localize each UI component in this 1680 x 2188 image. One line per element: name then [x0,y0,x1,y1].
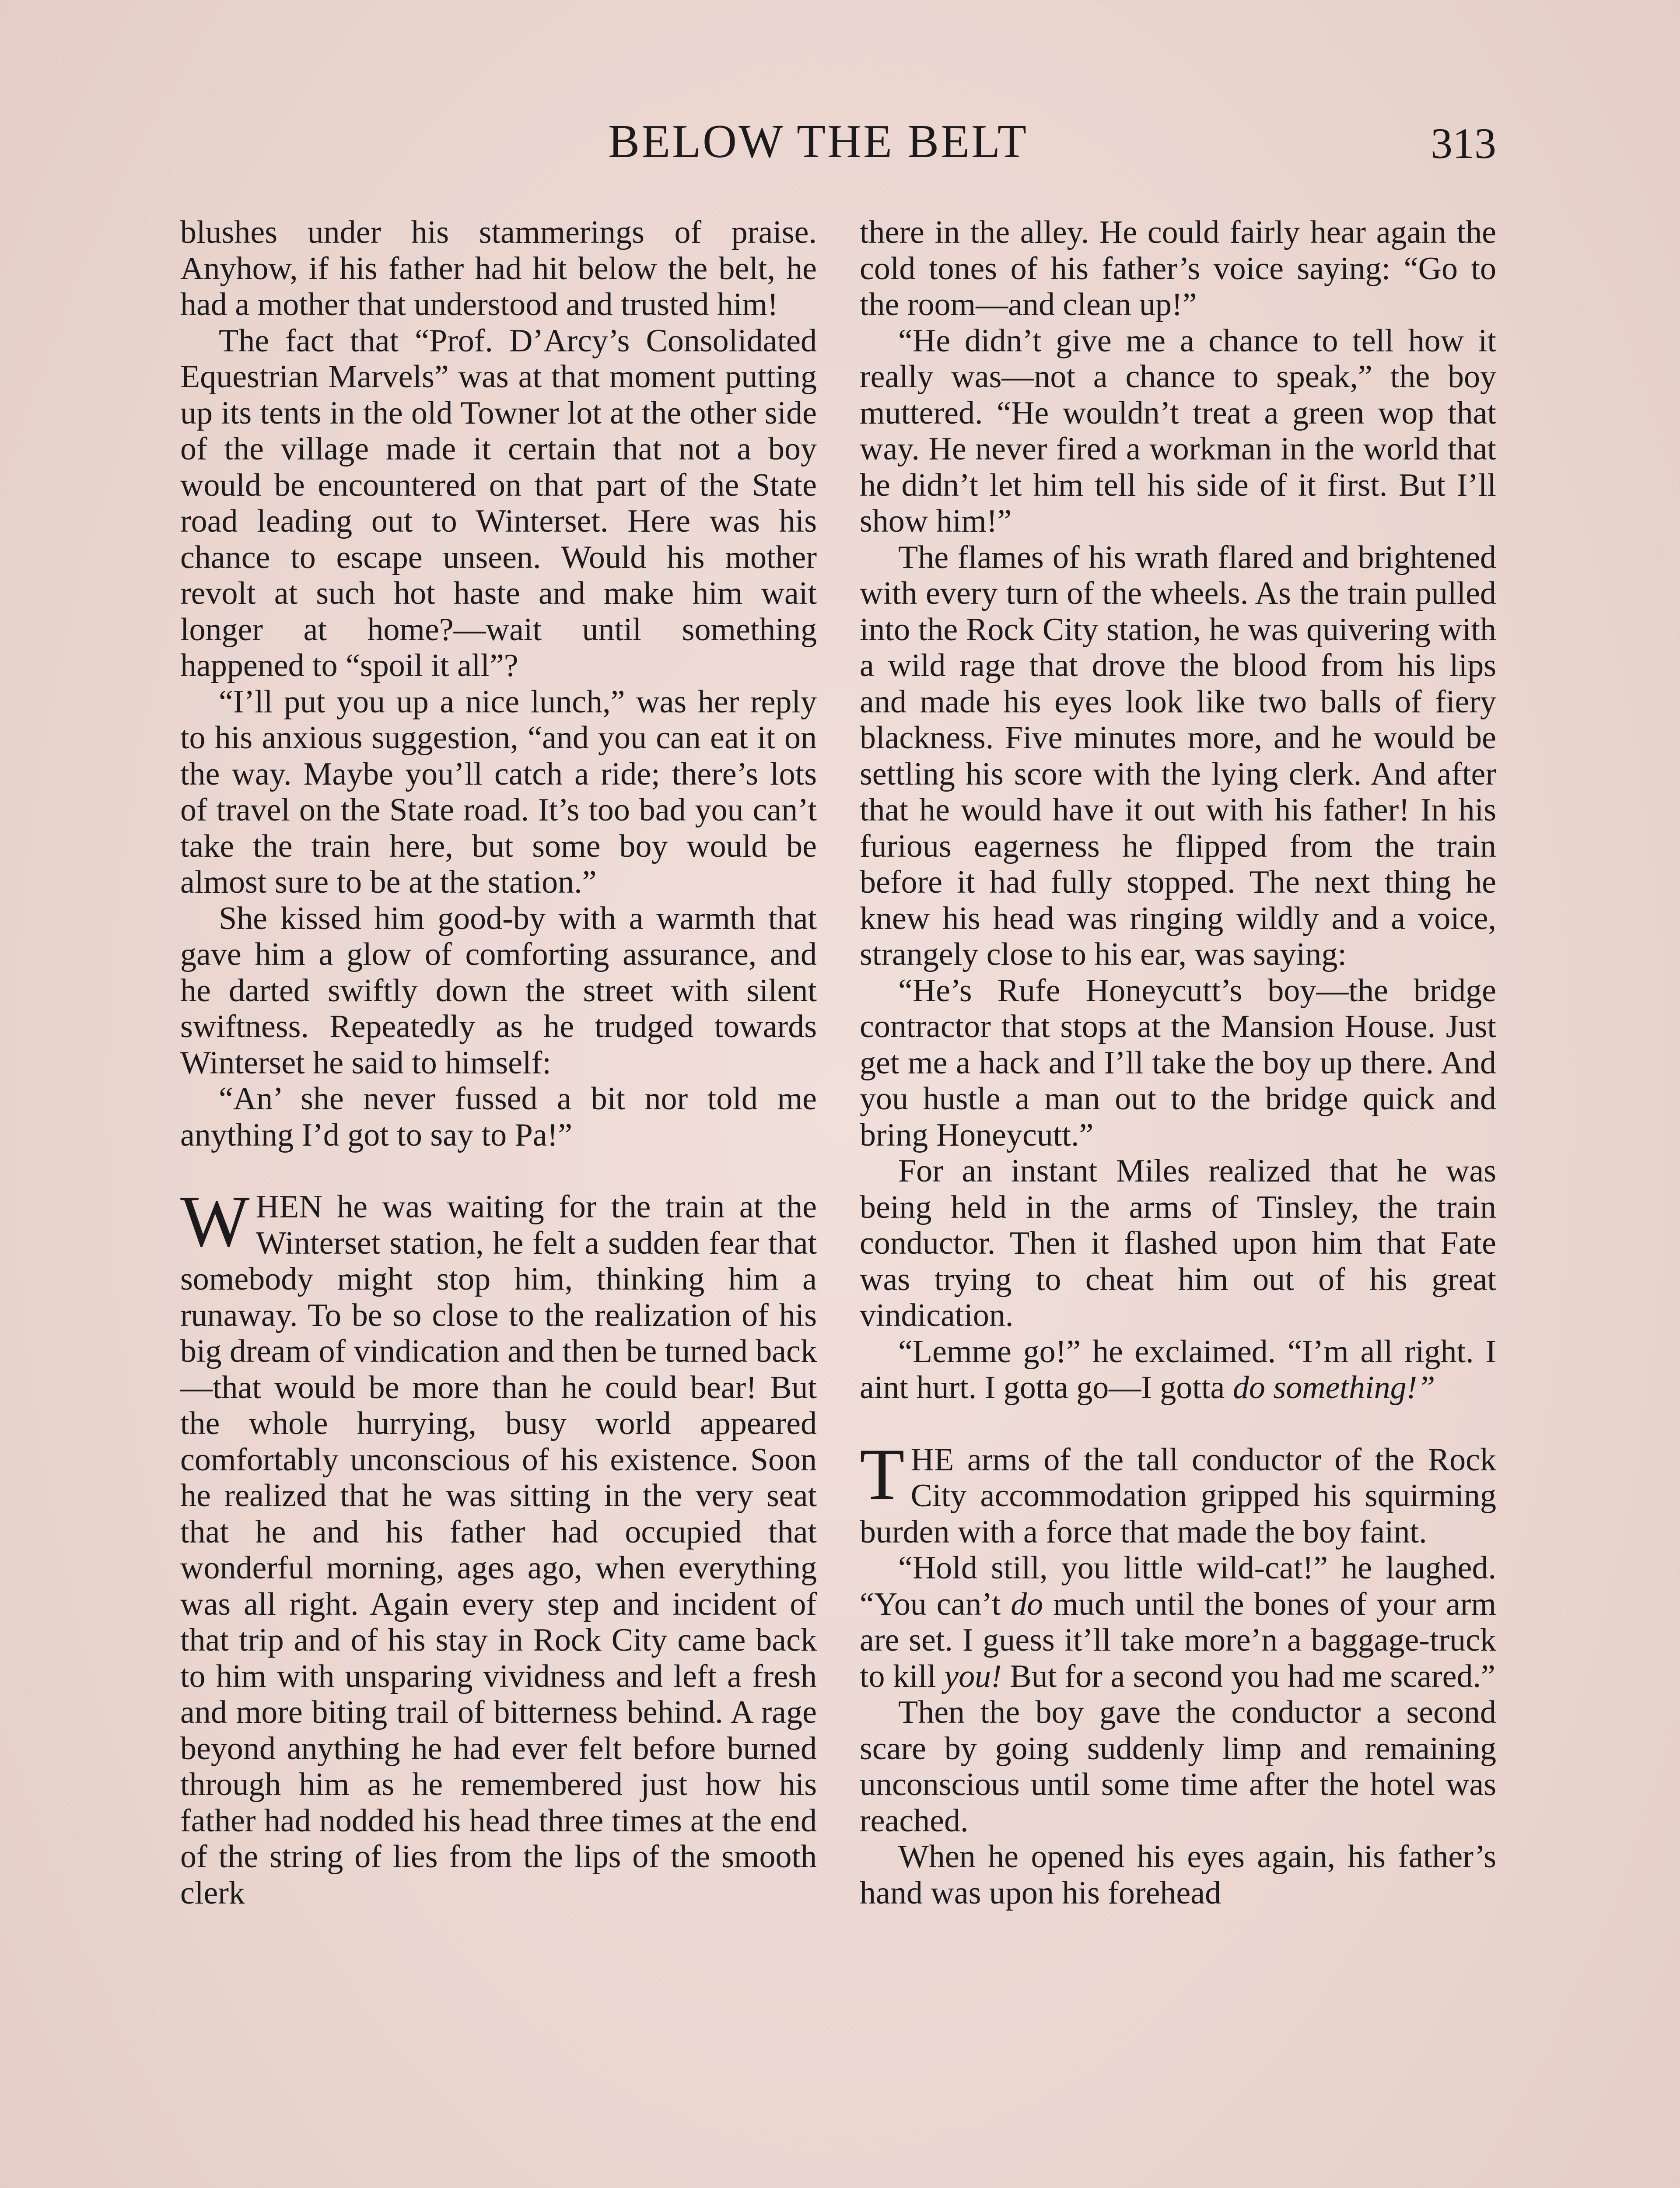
paragraph: “He didn’t give me a chance to tell how it really was—not a chance to speak,” the boy muttered. “He wouldn’t treat a green wop that way. He never fired a workman in the world that he didn’t let him tell his side of it first. But I’ll show him!” [860,323,1496,539]
paragraph: “An’ she never fussed a bit nor told me anything I’d got to say to Pa!” [180,1081,817,1153]
paragraph-text: much until the bones of your arm are set. I guess it’ll take more’n a baggage-truck to kill [860,1586,1496,1694]
paragraph: blushes under his stammerings of praise. Anyhow, if his father had hit below the belt, he had a mother that understood and trusted him! [180,214,817,323]
paragraph-text: “Lemme go!” he exclaimed. “I’m all right. I aint hurt. I gotta go—I gotta [860,1333,1496,1406]
italic-text: do something!” [1232,1370,1435,1406]
paragraph [860,1550,1496,1694]
paragraph-text: HE arms of the tall conductor of the Rock City accommodation gripped his squirming burden with a force that made the boy faint. [860,1441,1496,1550]
drop-cap-letter: W [180,1181,250,1262]
running-head-title: BELOW THE BELT [608,116,1028,168]
italic-text: do [1011,1586,1043,1622]
italic-text: you! [944,1658,1002,1694]
paragraph: The fact that “Prof. D’Arcy’s Consolidated Equestrian Marvels” was at that moment putting up its tents in the old Towner lot at the other side of the village made it certain that not a boy would be encountered on that part of the State road leading out to Winterset. Here was his chance to escape unseen. Would his mother revolt at such hot haste and make him wait longer at home?—wait until something happened to “spoil it all”? [180,323,817,684]
page-number: 313 [1431,119,1496,168]
section-start-paragraph [860,1433,1496,1550]
paragraph: “I’ll put you up a nice lunch,” was her reply to his anxious suggestion, “and you can eat it on the way. Maybe you’ll catch a ride; there’s lots of travel on the State road. It’s too bad you can’t take the train here, but some boy would be almost sure to be at the station.” [180,684,817,900]
paragraph-text: “Hold still, you little wild-cat!” he laughed. “You can’t [860,1550,1496,1622]
paragraph: there in the alley. He could fairly hear again the cold tones of his father’s voice saying: “Go to the room—and clean up!” [860,214,1496,323]
section-start-paragraph [180,1181,817,1911]
right-column [860,214,1496,1911]
paragraph: She kissed him good-by with a warmth that gave him a glow of comforting assurance, and he darted swiftly down the street with silent swiftness. Repeatedly as he trudged towards Winterset he said to himself: [180,900,817,1081]
paragraph-text: HEN he was waiting for the train at the Winterset station, he felt a sudden fear that somebody might stop him, thinking him a runaway. To be so close to the realization of his big dream of vindication and then be turned back—that would be more than he could bear! But the whole hurrying, busy world appeared comfortably unconscious of his existence. Soon he realized that he was sitting in the very seat that he and his father had occupied that wonderful morning, ages ago, when everything was all right. Again every step and incident of that trip and of his stay in Rock City came back to him with unsparing vividness and left a fresh and more biting trail of bitterness behind. A rage beyond anything he had ever felt before burned through him as he remembered just how his father had nodded his head three times at the end of the string of lies from the lips of the smooth clerk [180,1189,817,1911]
paragraph: Then the boy gave the conductor a second scare by going suddenly limp and remaining unconscious until some time after the hotel was reached. [860,1694,1496,1839]
paragraph-text: But for a second you had me scared.” [1001,1658,1495,1694]
paragraph: For an instant Miles realized that he was being held in the arms of Tinsley, the train conductor. Then it flashed upon him that Fate was trying to cheat him out of his great vindication. [860,1153,1496,1333]
drop-cap-letter: T [860,1433,905,1515]
left-column [180,214,817,1911]
paragraph [860,1334,1496,1406]
paragraph: The flames of his wrath flared and brightened with every turn of the wheels. As the train pulled into the Rock City station, he was quivering with a wild rage that drove the blood from his lips and made his eyes look like two balls of fiery blackness. Five minutes more, and he would be settling his score with the lying clerk. And after that he would have it out with his father! In his furious eagerness he flipped from the train before it had fully stopped. The next thing he knew his head was ringing wildly and a voice, strangely close to his ear, was saying: [860,539,1496,972]
paragraph: When he opened his eyes again, his father’s hand was upon his forehead [860,1839,1496,1911]
paragraph: “He’s Rufe Honeycutt’s boy—the bridge contractor that stops at the Mansion House. Just get me a hack and I’ll take the boy up there. And you hustle a man out to the bridge quick and bring Honeycutt.” [860,972,1496,1153]
